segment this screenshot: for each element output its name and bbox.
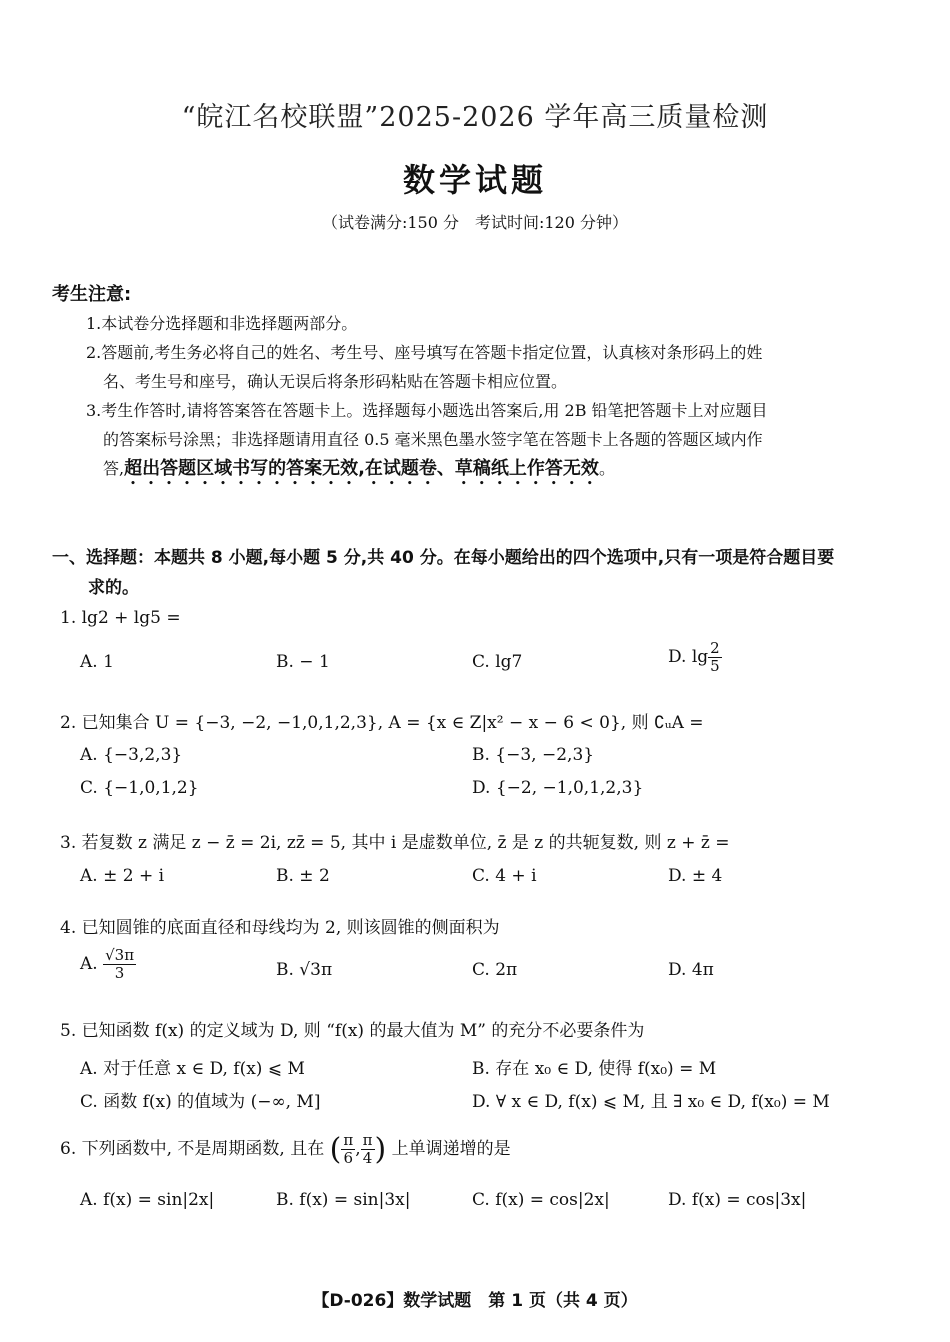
question-1-option-a: A. 1: [80, 652, 114, 672]
question-4-stem: 4. 已知圆锥的底面直径和母线均为 2, 则该圆锥的侧面积为: [60, 918, 500, 938]
fraction-denominator: 5: [710, 657, 720, 675]
notice-emphasis: 超出答题区域书写的答案无效,在试题卷、草稿纸上作答无效: [124, 458, 599, 479]
question-4-option-a-fraction: [103, 947, 136, 982]
close-paren: ): [374, 1132, 387, 1167]
notice-item-3-line-3-pre: 答,: [103, 459, 125, 478]
question-2-option-c: C. {−1,0,1,2}: [80, 778, 199, 798]
notice-item-3-line-1: 3.考生作答时,请将答案答在答题卡上。选择题每小题选出答案后,用 2B 铅笔把答题卡上对应题目: [86, 401, 768, 420]
interval-left-fraction: [341, 1132, 355, 1167]
notice-item-1-text: 1.本试卷分选择题和非选择题两部分。: [86, 314, 358, 333]
question-3-option-d: D. ± 4: [668, 866, 723, 886]
exam-info: （试卷满分:150 分 考试时间:120 分钟）: [321, 213, 629, 232]
notice-item-3: [86, 396, 906, 489]
notice-heading: 考生注意:: [52, 284, 132, 305]
exam-header-title: “皖江名校联盟”2025-2026 学年高三质量检测: [181, 102, 769, 133]
notice-item-2: [86, 338, 906, 396]
question-1-option-d: [668, 640, 722, 675]
fraction-numerator: 2: [710, 639, 720, 657]
question-3-option-c: C. 4 + i: [472, 866, 537, 886]
question-6-option-b: B. f(x) = sin|3x|: [276, 1190, 411, 1210]
question-4-option-d: D. 4π: [668, 960, 714, 980]
question-6-option-c: C. f(x) = cos|2x|: [472, 1190, 610, 1210]
question-4-option-b: B. √3π: [276, 960, 333, 980]
section-1-line-1: 一、选择题：本题共 8 小题,每小题 5 分,共 40 分。在每小题给出的四个选项中,只有一项是符合题目要: [52, 548, 835, 568]
question-5-option-b: B. 存在 x₀ ∈ D, 使得 f(x₀) = M: [472, 1059, 717, 1079]
question-6-stem-pre: 6. 下列函数中, 不是周期函数, 且在: [60, 1139, 325, 1159]
question-3-option-b: B. ± 2: [276, 866, 330, 886]
notice-item-3-line-3-post: 。: [598, 459, 615, 478]
question-5-stem: 5. 已知函数 f(x) 的定义域为 D, 则 “f(x) 的最大值为 M” 的充分不必要条件为: [60, 1021, 645, 1041]
question-2-option-a: A. {−3,2,3}: [80, 745, 183, 765]
question-4-option-c: C. 2π: [472, 960, 518, 980]
question-5-option-c: C. 函数 f(x) 的值域为 (−∞, M]: [80, 1092, 321, 1112]
question-4-option-a-prefix: A.: [80, 954, 98, 974]
page-footer: 【D-026】数学试题 第 1 页（共 4 页）: [312, 1291, 638, 1311]
fraction-numerator: π: [343, 1131, 354, 1149]
fraction-numerator: √3π: [105, 946, 135, 964]
question-6-option-a: A. f(x) = sin|2x|: [80, 1190, 215, 1210]
section-1-heading: [52, 543, 912, 603]
question-1-option-d-prefix: D. lg: [668, 647, 709, 667]
question-3-stem: 3. 若复数 z 满足 z − z̄ = 2i, zz̄ = 5, 其中 i 是虚数单位, z̄ 是 z 的共轭复数, 则 z + z̄ =: [60, 833, 730, 853]
fraction-numerator: π: [362, 1131, 373, 1149]
fraction-denominator: 4: [362, 1149, 373, 1167]
subject-title: 数学试题: [402, 161, 547, 199]
question-2-stem: 2. 已知集合 U = {−3, −2, −1,0,1,2,3}, A = {x ∈ Z|x² − x − 6 < 0}, 则 ∁ᵤA =: [60, 713, 704, 733]
question-2-option-b: B. {−3, −2,3}: [472, 745, 595, 765]
question-2-option-d: D. {−2, −1,0,1,2,3}: [472, 778, 644, 798]
question-6-stem: 6. 下列函数中, 不是周期函数, 且在 ( $\frac{\pi}{6}$ , $\frac{\pi}{4}$ ) 上单调递增的是: [60, 1131, 511, 1167]
fraction-denominator: 3: [114, 964, 125, 982]
notice-item-2-line-2: 名、考生号和座号，确认无误后将条形码粘贴在答题卡相应位置。: [103, 372, 568, 391]
question-5-option-d: D. ∀ x ∈ D, f(x) ⩽ M, 且 ∃ x₀ ∈ D, f(x₀) = M: [472, 1092, 830, 1112]
open-paren: (: [329, 1132, 342, 1167]
question-1-stem: 1. lg2 + lg5 =: [60, 608, 181, 628]
question-1-option-b: B. − 1: [276, 652, 330, 672]
question-6-stem-post: 上单调递增的是: [391, 1139, 511, 1159]
question-3-option-a: A. ± 2 + i: [80, 866, 165, 886]
notice-item-2-line-1: 2.答题前,考生务必将自己的姓名、考生号、座号填写在答题卡指定位置，认真核对条形码上的姓: [86, 343, 763, 362]
section-1-line-2: 求的。: [88, 578, 139, 598]
interval-right-fraction: [361, 1132, 375, 1167]
question-4-option-a: [80, 947, 136, 982]
notice-item-3-line-3: [86, 454, 906, 489]
fraction-denominator: 6: [343, 1149, 354, 1167]
question-5-option-a: A. 对于任意 x ∈ D, f(x) ⩽ M: [80, 1059, 305, 1079]
question-6-option-d: D. f(x) = cos|3x|: [668, 1190, 807, 1210]
question-1-option-d-fraction: [708, 640, 722, 675]
question-1-option-c: C. lg7: [472, 652, 523, 672]
notice-item-1: [86, 309, 906, 338]
notice-item-3-line-2: 的答案标号涂黑；非选择题请用直径 0.5 毫米黑色墨水签字笔在答题卡上各题的答题区域内作: [103, 430, 763, 449]
